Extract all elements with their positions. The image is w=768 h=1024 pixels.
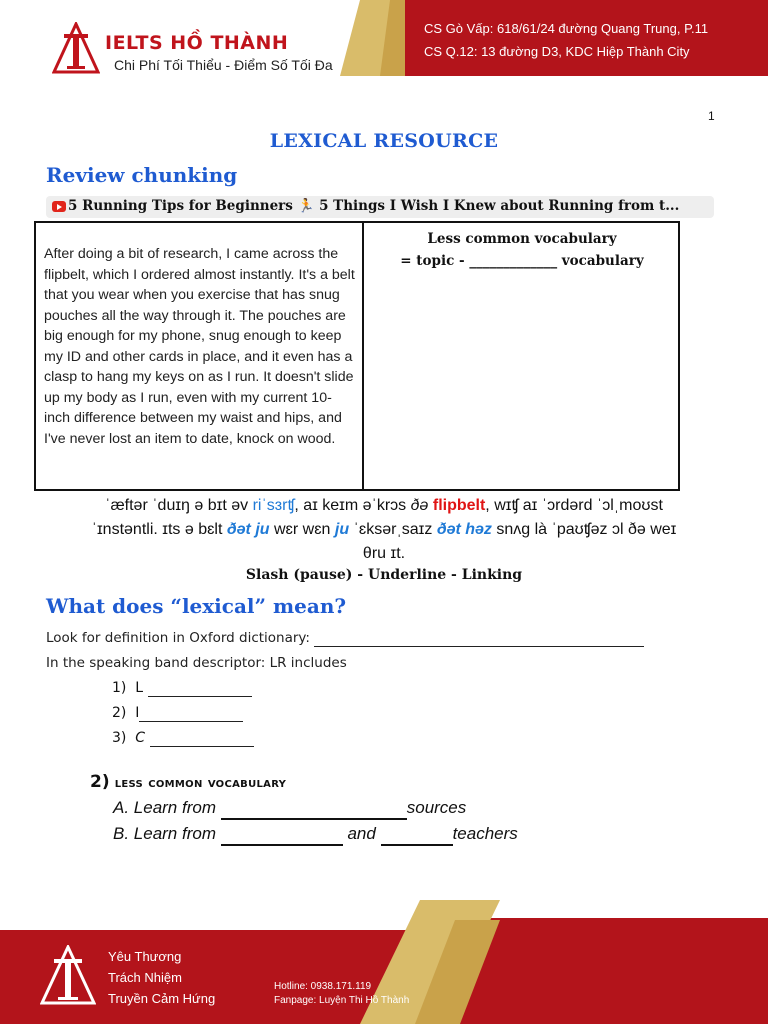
answer-blank[interactable] [221,824,343,846]
vocab-column-subheading: = topic - _____________ vocabulary [400,253,644,269]
list-item: 3) C [112,730,254,747]
reading-passage: After doing a bit of research, I came across the flipbelt, which I ordered almost instantly. It's a belt that you wear when you exercise that has snug pouches all the way through it. The pouches are big enough for my phone, snug enough to keep my ID and other cards in place, and it even has a clasp to hang my keys on as I run. It doesn't slide up my body as I run, even with my current 10-inch difference between my waist and hips, and I've never lost an item to date, knock on wood. [44,246,355,447]
less-common-vocab-heading: 2) less common vocabulary [90,772,287,792]
footer-fanpage: Fanpage: Luyện Thi Hồ Thành [274,995,410,1006]
answer-blank[interactable] [150,730,254,747]
section-heading-review-chunking: Review chunking [46,163,238,187]
ipa-line-2: ˈɪnstəntli. ɪts ə bɛlt ðət ju wɛr wɛn ju ˈɛksərˌsaɪz ðət həz snʌg là ˈpaʊʧəz ɔl ðə weɪ [91,521,677,538]
logo-icon [52,22,100,74]
footer-motto-3: Truyền Cảm Hứng [108,991,216,1006]
address-line-2: CS Q.12: 13 đường D3, KDC Hiệp Thành City [424,44,690,59]
answer-blank[interactable] [148,680,252,697]
youtube-icon [52,201,66,212]
video-link-title[interactable]: 5 Running Tips for Beginners 🏃 5 Things I Wish I Knew about Running from t... [68,198,680,214]
band-descriptor-prompt: In the speaking band descriptor: LR includes [46,655,347,671]
address-line-1: CS Gò Vấp: 618/61/24 đường Quang Trung, P.11 [424,21,709,36]
learn-line-b: B. Learn from and teachers [113,824,518,846]
footer-hotline: Hotline: 0938.171.119 [274,981,372,992]
learn-line-a: A. Learn from sources [113,798,466,820]
oxford-answer-blank[interactable] [314,630,644,647]
vocab-column-heading: Less common vocabulary [427,231,617,247]
footer-motto-2: Trách Nhiệm [108,970,182,985]
answer-blank[interactable] [221,798,407,820]
page-title: LEXICAL RESOURCE [269,130,499,152]
section-heading-lexical-meaning: What does “lexical” mean? [46,594,347,618]
list-item: 2) I [112,705,243,722]
page-number: 1 [708,109,715,123]
answer-blank[interactable] [139,705,243,722]
header-red-band [405,0,768,76]
ipa-line-3: θru ɪt. [362,545,406,562]
footer-motto-1: Yêu Thương [108,949,182,964]
brand-tagline: Chi Phí Tối Thiểu - Điểm Số Tối Đa [114,57,333,73]
brand-name: IELTS HỒ THÀNH [105,32,289,54]
ipa-line-1: ˈæftər ˈduɪŋ ə bɪt əv riˈsɜrʧ, aɪ keɪm əˈkrɔs ðə flipbelt, wɪʧ aɪ ˈɔrdərd ˈɔlˌmoʊst [105,497,663,514]
list-item: 1) L [112,680,252,697]
annotation-legend: Slash (pause) - Underline - Linking [245,567,523,583]
footer-logo-icon [40,945,96,1007]
answer-blank[interactable] [381,824,453,846]
oxford-prompt: Look for definition in Oxford dictionary: [46,630,644,647]
